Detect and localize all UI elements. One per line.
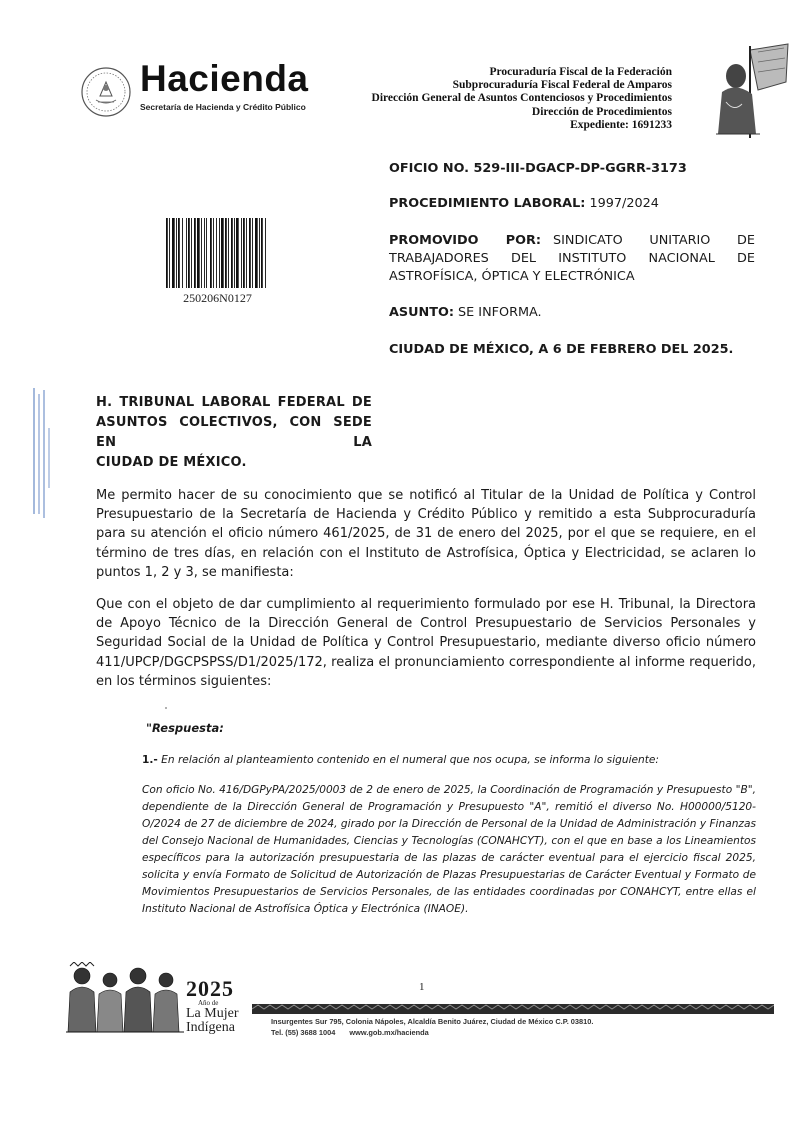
body-paragraph-1: Me permito hacer de su conocimiento que se notificó al Titular de la Unidad de Política y Control Presupuestario de la Secretaría de Hacienda y Crédito Público y remitido a esta Subprocuraduría para su atención el oficio número 461/2025, de 31 de enero del 2025, por el que se requiere, en el término de tres días, en relación con el Instituto de Astrofísica, Óptica y Electricidad, se aclaren lo puntos 1, 2 y 3, se manifiesta: xyxy=(96,488,756,580)
asunto: ASUNTO: SE INFORMA. xyxy=(389,305,542,320)
response-paragraph: Con oficio No. 416/DGPyPA/2025/0003 de 2 de enero de 2025, la Coordinación de Programación y Presupuesto "B", dependiente de la Dirección General de Programación y Presupuesto "A", remitió el diverso No. H00000/5120-O/2024 de 27 de diciembre de 2024, girado por la Dirección de Personal de la Unidad de Administración y Finanzas del Consejo Nacional de Humanidades, Ciencias y Tecnologías (CONAHCYT), con el que en base a los Lineamientos específicos para la autorización presupuestaria de las plazas de carácter eventual para el ejercicio fiscal 2025, solicita y envía Formato de Solicitud de Autorización de Plazas Presupuestarias de Carácter Eventual y Formato de Movimientos Presupuestarios de Servicios Personales, de las entidades coordinadas por CONAHCYT, entre ellas el Instituto Nacional de Astrofísica Óptica y Electrónica (INAOE). xyxy=(142,784,756,915)
header-line-procuraduria: Procuraduría Fiscal de la Federación xyxy=(489,66,672,78)
promovido-por xyxy=(389,232,755,286)
header-agency-block xyxy=(372,66,672,132)
body-paragraph-2: Que con el objeto de dar cumplimiento al requerimiento formulado por ese H. Tribunal, la Directora de Apoyo Técnico de la Dirección General de Control Presupuestario de Servicios Personales y Seguridad Social de la Unidad de Política y Control Presupuestario, mediante diverso oficio número 411/UPCP/DGCPSPSS/D1/2025/172, realiza el pronunciamiento correspondiente al informe requerido, en los términos siguientes: xyxy=(96,597,756,689)
mexico-seal-icon xyxy=(80,66,132,118)
promovido-line-3: ASTROFÍSICA, ÓPTICA Y ELECTRÓNICA xyxy=(389,269,635,284)
promovido-line-2: TRABAJADORES DEL INSTITUTO NACIONAL DE xyxy=(389,251,755,266)
header-line-direccion: Dirección de Procedimientos xyxy=(531,105,672,118)
year-subtitle: Año de xyxy=(198,999,219,1007)
year-2025-logo: 2025 xyxy=(186,976,234,1001)
historic-figure-illustration-icon xyxy=(712,42,790,142)
addressee-line-2: ASUNTOS COLECTIVOS, CON SEDE EN LA xyxy=(96,415,372,450)
page-number: 1 xyxy=(419,981,425,993)
footer-contact xyxy=(271,1028,429,1037)
addressee-block xyxy=(96,393,372,473)
header-line-expediente: Expediente: 1691233 xyxy=(570,118,672,131)
side-reception-stamp-icon xyxy=(30,388,56,520)
footer-phone: Tel. (55) 3688 1004 xyxy=(271,1028,336,1037)
footer-decorative-band xyxy=(252,1004,774,1014)
oficio-number: OFICIO NO. 529-III-DGACP-DP-GGRR-3173 xyxy=(389,161,687,176)
promovido-line-1: PROMOVIDO POR: SINDICATO UNITARIO DE xyxy=(389,233,755,248)
hacienda-logo-text: Hacienda xyxy=(140,58,309,99)
header-line-subprocuraduria: Subprocuraduría Fiscal Federal de Amparos xyxy=(452,79,672,92)
hacienda-logo-subtitle: Secretaría de Hacienda y Crédito Público xyxy=(140,102,306,112)
header-line-direccion-general: Dirección General de Asuntos Contenciosos y Procedimientos xyxy=(371,92,672,105)
footer-website-link[interactable]: www.gob.mx/hacienda xyxy=(349,1028,429,1037)
barcode-number: 250206N0127 xyxy=(183,291,252,305)
procedimiento-laboral: PROCEDIMIENTO LABORAL: 1997/2024 xyxy=(389,196,659,211)
mujer-indigena-text: La Mujer Indígena xyxy=(186,1006,239,1035)
footer-address: Insurgentes Sur 795, Colonia Nápoles, Alcaldía Benito Juárez, Ciudad de México C.P. 03810. xyxy=(271,1017,594,1026)
addressee-line-1: H. TRIBUNAL LABORAL FEDERAL DE xyxy=(96,395,372,410)
scan-dot xyxy=(165,707,167,709)
fecha-lugar: CIUDAD DE MÉXICO, A 6 DE FEBRERO DEL 2025. xyxy=(389,342,734,357)
response-point-1: 1.- En relación al planteamiento contenido en el numeral que nos ocupa, se informa lo siguiente: xyxy=(142,754,659,766)
response-title: "Respuesta: xyxy=(146,721,224,735)
barcode-icon xyxy=(166,218,269,288)
indigenous-women-illustration-icon xyxy=(66,962,184,1034)
addressee-line-3: CIUDAD DE MÉXICO. xyxy=(96,455,247,470)
